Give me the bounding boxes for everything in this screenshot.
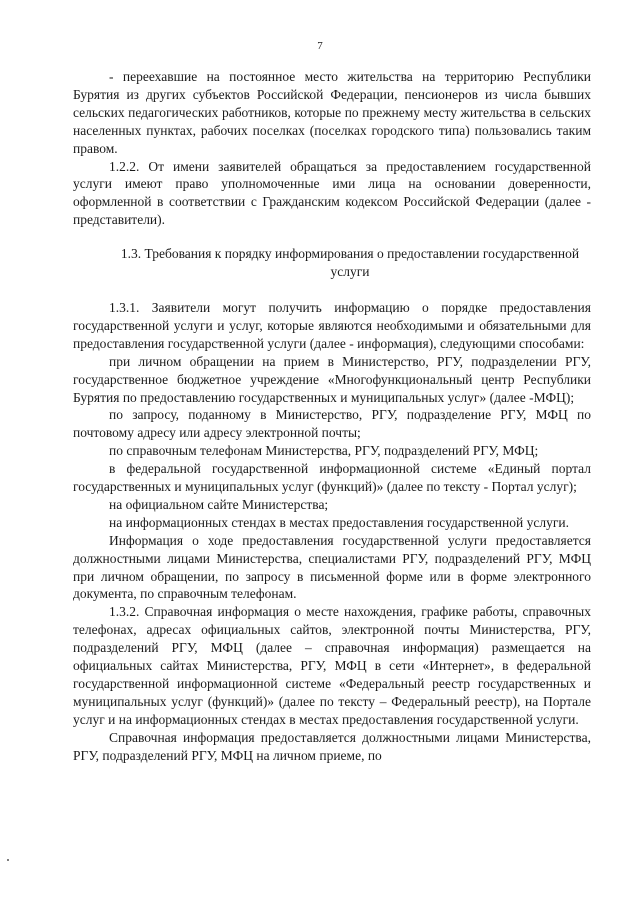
list-item-info-stands: на информационных стендах в местах предоставления государственной услуги. <box>109 514 569 530</box>
document-body <box>73 68 591 765</box>
list-item-ministry-website: на официальном сайте Министерства; <box>109 496 329 512</box>
list-item-unified-portal: в федеральной государственной информационной системе «Единый портал государственных и муниципальных услуг (функций)» (далее по тексту - Портал услуг); <box>73 461 591 495</box>
paragraph-relocated-residents: - переехавшие на постоянное место жительства на территорию Республики Бурятия из других субъектов Российской Федерации, пенсионеров из числа бывших сельских педагогических работников, которые по прежнему месту жительства в сельских населенных пунктах, рабочих поселках (поселках городского типа) пользовались таким правом. <box>73 69 591 156</box>
list-item-personal-visit: при личном обращении на прием в Министерство, РГУ, подразделении РГУ, государственное бюджетное учреждение «Многофункциональный центр Республики Бурятия по предоставлению государственных и муниципальных услуг» (далее -МФЦ); <box>73 353 591 405</box>
paragraph-1-2-2-representatives: 1.2.2. От имени заявителей обращаться за предоставлением государственной услуги имеют право уполномоченные ими лица на основании доверенности, оформленной в соответствии с Гражданским кодексом Российской Федерации (далее - представители). <box>73 158 591 228</box>
paragraph-reference-information-provision: Справочная информация предоставляется должностными лицами Министерства, РГУ, подразделений РГУ, МФЦ на личном приеме, по <box>73 729 591 763</box>
paragraph-progress-information: Информация о ходе предоставления государственной услуги предоставляется должностными лицами Министерства, специалистами РГУ, подразделений РГУ, МФЦ при личном обращении, по запросу в письменной форме или в форме электронного документа, по справочным телефонам. <box>73 532 591 602</box>
section-heading-1-3: 1.3. Требования к порядку информирования о предоставлении государственной услуги <box>120 246 580 280</box>
list-item-written-request: по запросу, поданному в Министерство, РГУ, подразделение РГУ, МФЦ по почтовому адресу или адресу электронной почты; <box>73 407 591 441</box>
paragraph-1-3-2-reference-information: 1.3.2. Справочная информация о месте нахождения, графике работы, справочных телефонах, адресах официальных сайтов, электронной почты Министерства, РГУ, подразделений РГУ, МФЦ (далее – справочная информация) размещается на официальных сайтах Министерства, РГУ, МФЦ в сети «Интернет», в федеральной государственной информационной системе «Федеральный реестр государственных и муниципальных услуг (функций)» (далее по тексту – Федеральный реестр), на Портале услуг и на информационных стендах в местах предоставления государственной услуги. <box>73 604 591 727</box>
paragraph-1-3-1-information-methods: 1.3.1. Заявители могут получить информацию о порядке предоставления государственной услуги и услуг, которые являются необходимыми и обязательными для предоставления государственной услуги (далее - информация), следующими способами: <box>73 299 591 351</box>
scan-artifact <box>7 859 9 861</box>
page-number: 7 <box>317 40 323 52</box>
list-item-phone: по справочным телефонам Министерства, РГУ, подразделений РГУ, МФЦ; <box>109 443 539 459</box>
